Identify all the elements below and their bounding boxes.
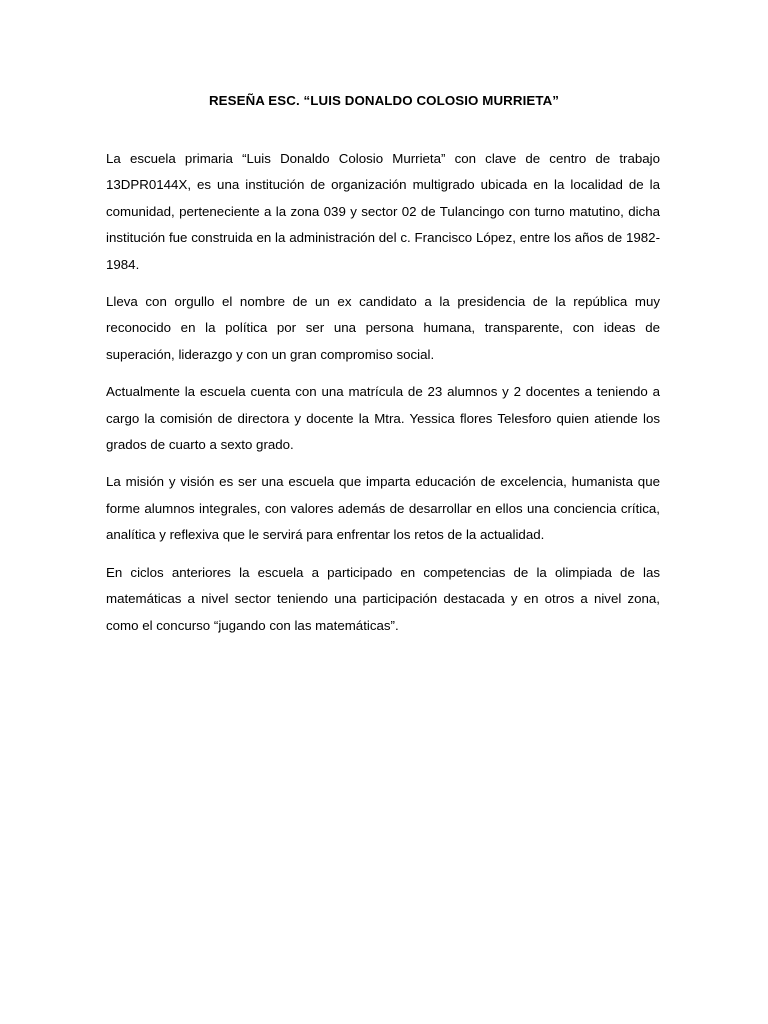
paragraph-enrollment: Actualmente la escuela cuenta con una matrícula de 23 alumnos y 2 docentes a teniendo a cargo la comisión de directora y docente la Mtra. Yessica flores Telesforo quien atiende los grados de cuarto a sexto grado. (106, 384, 660, 453)
paragraph-competitions: En ciclos anteriores la escuela a participado en competencias de la olimpiada de las matemáticas a nivel sector teniendo una participación destacada y en otros a nivel zona, como el concurso “jugando con las matemáticas”. (106, 564, 660, 633)
paragraph-mission-vision: La misión y visión es ser una escuela que imparta educación de excelencia, humanista que forme alumnos integrales, con valores además de desarrollar en ellos una conciencia crítica, analítica y reflexiva que le servirá para enfrentar los retos de la actualidad. (106, 474, 660, 543)
paragraph-school-description: La escuela primaria “Luis Donaldo Colosio Murrieta” con clave de centro de trabajo 13DPR0144X, es una institución de organización multigrado ubicada en la localidad de la comunidad, perteneciente a la zona 039 y sector 02 de Tulancingo con turno matutino, dicha institución fue construida en la administración del c. Francisco López, entre los años de 1982-1984. (106, 151, 660, 272)
paragraph-school-name-origin: Lleva con orgullo el nombre de un ex candidato a la presidencia de la república muy reconocido en la política por ser una persona humana, transparente, con ideas de superación, liderazgo y con un gran compromiso social. (106, 294, 660, 362)
document-body (106, 146, 660, 650)
document-title: RESEÑA ESC. “LUIS DONALDO COLOSIO MURRIETA” (208, 93, 560, 108)
